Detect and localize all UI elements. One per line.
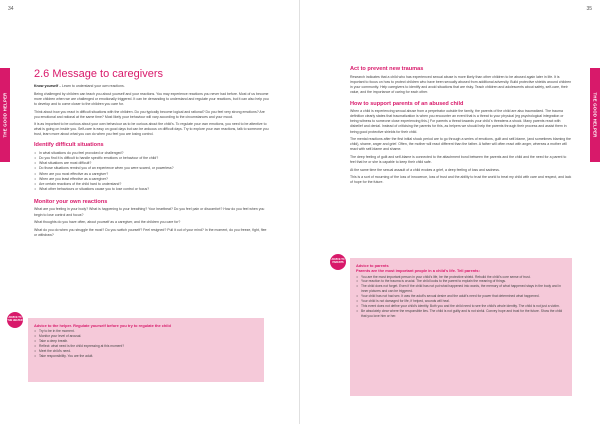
section-tab [590,68,600,162]
section-heading: Act to prevent new traumas [350,66,424,72]
advice-list [34,329,258,359]
right-content [350,66,572,188]
paragraph: Think about how you react in difficult situations with the children. Do you typically become logical and rational? Do you feel very strong emotions? Are you emotional and rational at the same time? Most likely your behaviour will vary according to the circumstances and your mood. [34,109,265,119]
section-tab-label: THE GOOD HELPER [592,92,598,138]
advice-box [350,258,572,396]
left-content [34,68,270,241]
list-item: • Are certain reactions of the child hard to understand? [34,182,270,187]
page-number: 34 [8,6,14,12]
section-heading: Identify difficult situations [34,142,104,149]
list-item: • Be absolutely clear where the responsible lies. The child is not guilty and is not sinful. Convey hope and trust for the future. Show the child that you love him or her. [356,309,566,319]
list-item: • Monitor your level of arousal. [34,334,258,339]
advice-box-title: Advice to parents Parents are the most important people in a child's life. Tell parents: [356,263,480,274]
list-item: • When are you least effective as a caregiver? [34,177,270,182]
paragraph: What thoughts do you have often, about yourself as a caregiver, and the children you care for? [34,220,181,225]
advice-badge-icon [7,312,23,328]
paragraph: This is a sort of mourning of the loss of innocence, loss of trust and the ability to trust the world to treat my child with care and respect, and lack of hope for the future. [350,175,572,185]
paragraph: What do you do when you struggle the most? Do you switch yourself? Feel resigned? Pull it out of your mind? In the moment, do you freeze, fight, flee or withdraw? [34,227,267,237]
list-item: • The child does not forget. Even if the child has not put what happened into words, the memory of what happened stays in the body and in inner pictures and can be triggered. [356,284,566,294]
advice-list [356,275,566,319]
list-item: • Your reaction to the trauma is crucial. The child looks to the parent to explain the meaning of things. [356,279,566,284]
section-heading: How to support parents of an abused child [350,100,464,107]
paragraph: The deep feeling of guilt and self-blame is connected to the attachment bond between the parents and the child and the need for a parent to feel that he or she is capable to keep their child safe. [350,154,567,164]
paragraph: When a child is experiencing sexual abuse from a perpetrator outside the family, the parents of the child are also traumatized. The trauma definition clearly states that traumatization is when you encounter an event that is a threat to your physical (eg psychological integration or being witness to someone close experiencing this.) For parents a threat towards your child´s threatens a shock. Many parents react with disbelief and denial. Instead of criticising the parents for this, as helpers we should help the parents through their process and assist them in being good protective shields for their child. [350,109,567,134]
list-item: • Your child is not damaged for life, if helped, wounds will heal. [356,299,566,304]
page-title: 2.6 Message to caregivers [34,68,164,80]
list-item: • Take responsibility. You are the adult. [34,354,258,359]
list-item: • Your child has not had sex. It was the adult's sexual desire and the adult's need for power that determined what happened. [356,294,566,299]
paragraph: Research indicates that a child who has experienced sexual abuse is more likely than other children to be abused again later in life. It is important to focus on how to protect children who have been sexually abused from additional adversity. Build protective shields around children in your community. Help caregivers to identify and avoid situations that are risky. Teach children and adolescents about safety, self-care, their value, and the importance of caring for each other. [350,74,572,94]
advice-box-title: Advice to the helper. Regulate yourself before you try to regulate the child [34,323,171,328]
bullet-list [34,151,270,193]
badge-label: ADVICE TO THE HELPER [7,316,23,322]
know-label: Know yourself [34,84,59,89]
advice-badge-icon [330,254,346,270]
list-item: • Take a deep breath. [34,339,258,344]
advice-box [28,318,264,382]
section-tab [0,68,10,162]
list-item: • This event does not define your child's identity. Both you and the child need to see the child's whole identity. The child is not just a victim. [356,304,566,309]
paragraph: Being challenged by children can teach you about yourself and your reactions. You may experience reactions you never had before. Most of us become more children when we are challenged or emotionally triggered. It can be demanding to understand and regulate your reactions, but it can also help you to develop and to come closer to the children you care for. [34,91,269,106]
list-item: • You are the most important person in your child's life, be the protective shield. Rebuild the child's core sense of trust. [356,275,566,280]
paragraph: The mental reactions after the first initial shock period are to go through a series of emotions, guilt and self-blame, (and sometimes blaming the child), shame, anger and grief. Often, the mother will react different than the father. A father will often react with anger, whereas a mother will react with self-blame and shame. [350,137,572,152]
section-tab-label: THE GOOD HELPER [2,92,8,138]
list-item: • Do you find it is difficult to handle specific emotions or behaviour of the child? [34,156,270,161]
paragraph: It is as important to be curious about your own behaviour as to be curious about the child's. To regulate your own emotions, you need to be attentive to what is going on inside you. Self-care is easy on good days but can be arduous on difficult days. Try to explore your own reactions, talk to someone you trust, learn more about what you can do when you feel you are losing control. [34,122,269,137]
list-item: • In what situations do you feel provoked or challenged? [34,151,270,156]
list-item: • What other behaviours or situations cause you to lose control or focus? [34,187,270,192]
page-number: 35 [586,6,592,12]
badge-label: ADVICE TO PARENTS [331,258,345,264]
list-item: • Reflect: what need is the child expressing at this moment? [34,344,258,349]
list-item: • Meet the child's need. [34,349,258,354]
list-item: • When are you most effective as a caregiver? [34,172,270,177]
right-page [300,0,600,424]
intro-line [34,84,270,89]
paragraph: What are you feeling in your body? What is happening to your breathing? Your heartbeat? Do you feel pain or discomfort? How do you feel when you begin to lose control and focus? [34,207,265,217]
paragraph: At the same time the sexual assault of a child evokes a grief, a deep feeling of loss and sadness. [350,167,500,172]
list-item: • What situations are most difficult? [34,161,270,166]
section-heading: Monitor your own reactions [34,198,108,205]
list-item: • Try to be in the moment. [34,329,258,334]
know-text: – Learn to understand your own reactions. [58,84,125,89]
list-item: • Do those situations remind you of an experience when you were scared, or powerless? [34,166,270,171]
